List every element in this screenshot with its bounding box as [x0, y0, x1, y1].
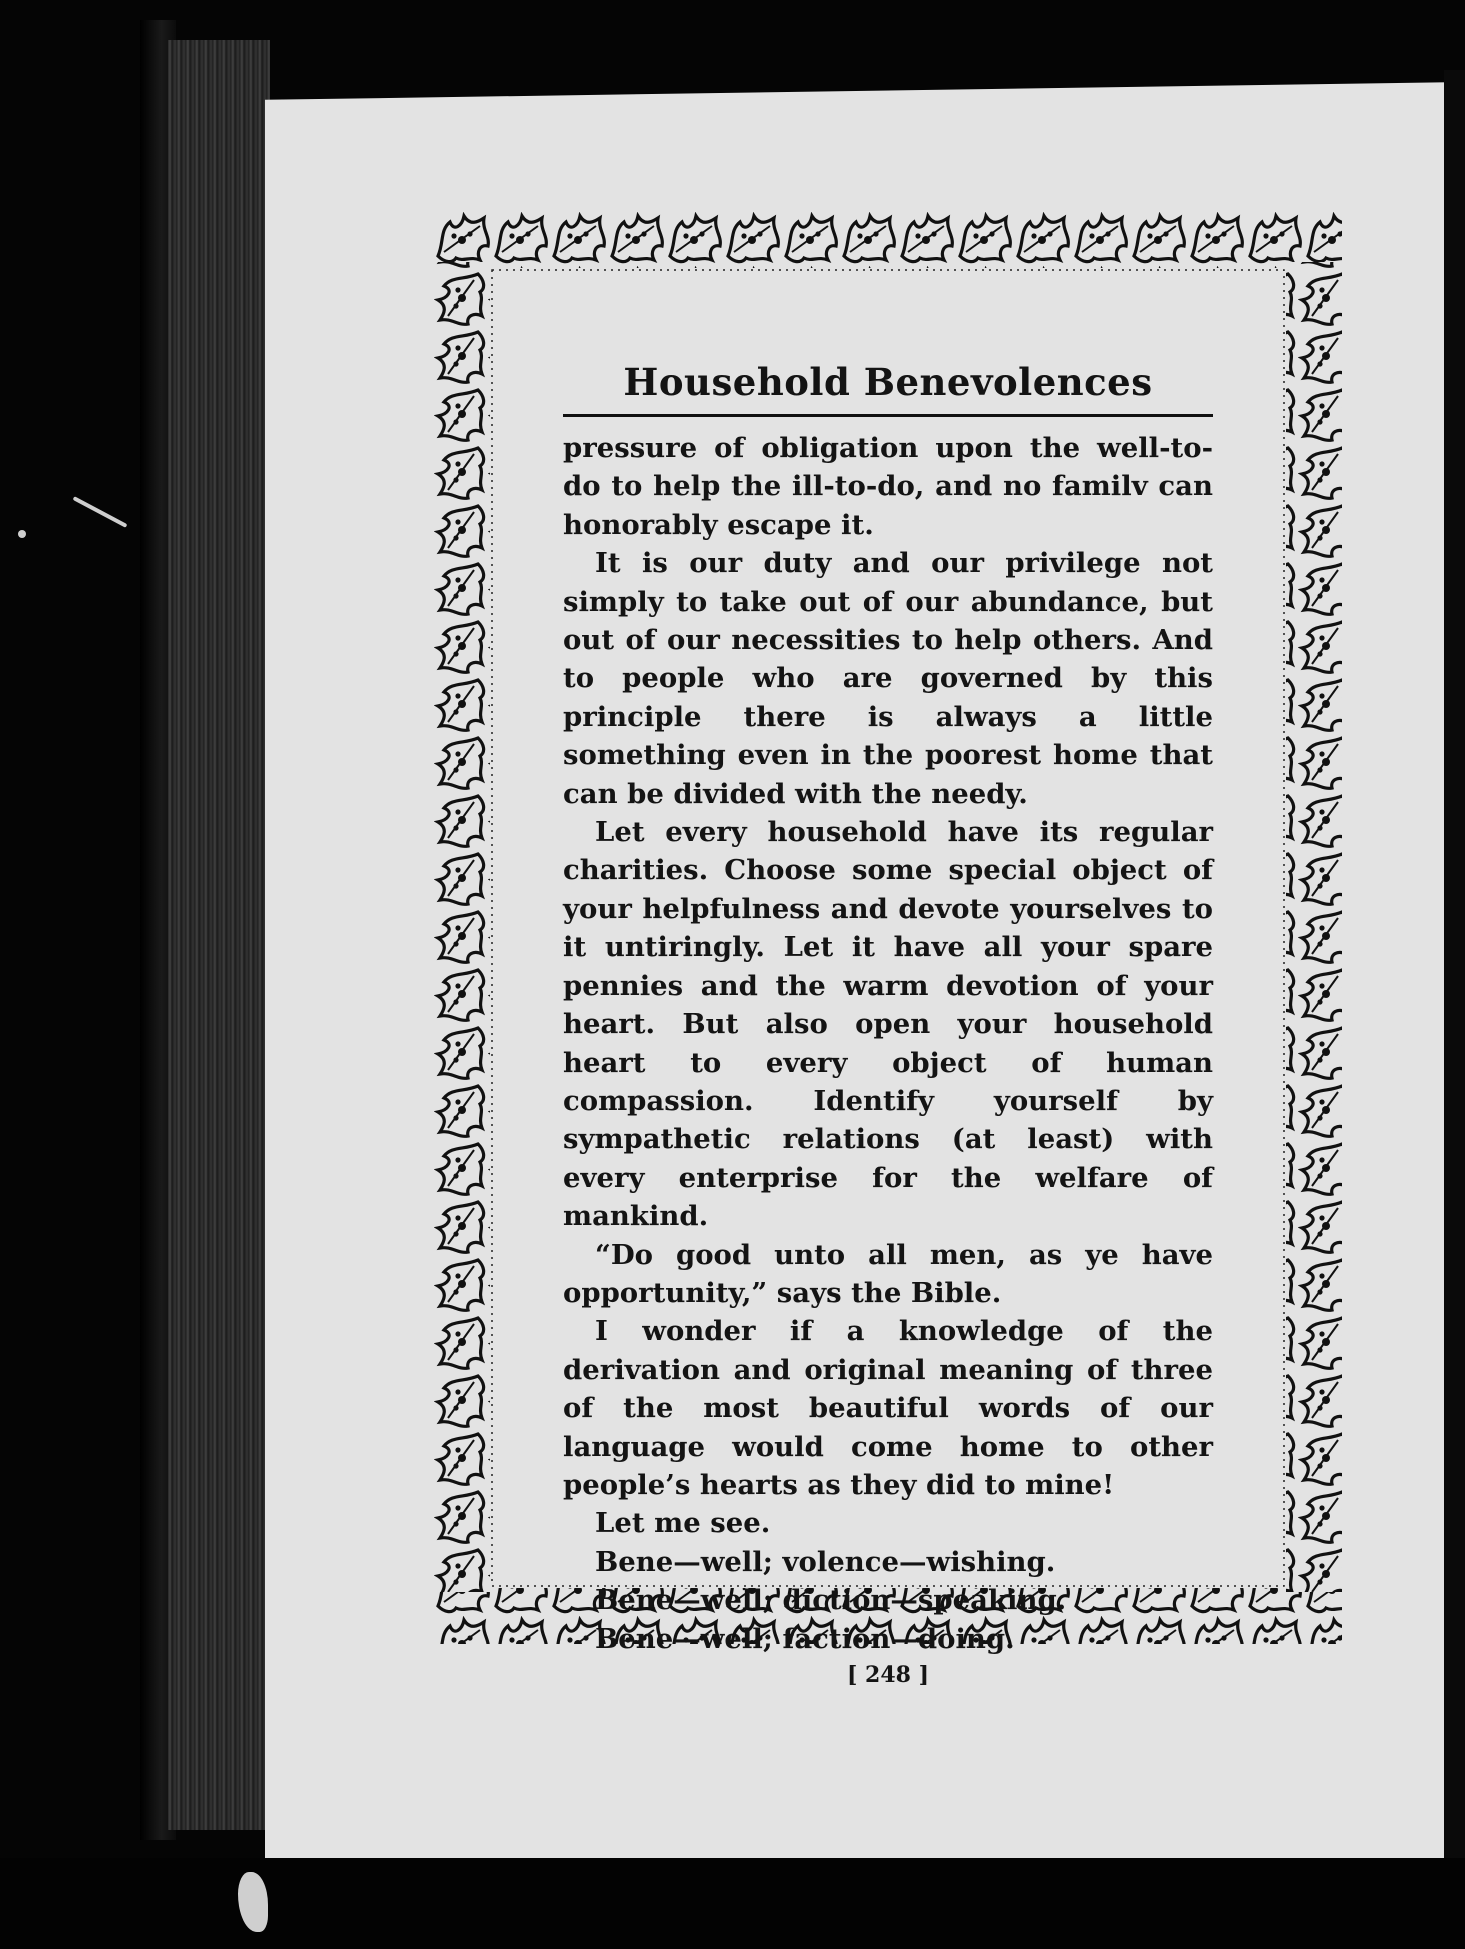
- text-line: Bene—well; faction—doing.: [595, 1622, 1015, 1655]
- paragraph: Let every household have its regular charities. Choose some special object of your helpfulness and devote yourselves to it untiringly. Let it have all your spare pennies and the warm devotion of your heart. But also open your household heart to every object of human compassion. Identify yourself by sympathetic relations (at least) with every enterprise for the welfare of mankind.: [563, 816, 1213, 1233]
- text-line: Bene—well; volence—wishing.: [595, 1545, 1056, 1578]
- paragraph: “Do good unto all men, as ye have opportunity,” says the Bible.: [563, 1238, 1213, 1309]
- book-page-edges: [168, 40, 270, 1830]
- text-line: Bene—well; diction—speaking.: [595, 1584, 1067, 1617]
- head-rule: [563, 414, 1213, 417]
- running-head: Household Benevolences: [623, 360, 1153, 404]
- next-page-edge: [1444, 70, 1465, 1880]
- paragraph: It is our duty and our privilege not simply to take out of our abundance, but out of our necessities to help others. And to people who are governed by this principle there is always a little something even in the poorest home that can be divided with the needy.: [563, 547, 1213, 810]
- table-shadow: [0, 1858, 1465, 1949]
- debris-spot: [18, 530, 26, 538]
- page-number: [ 248 ]: [846, 1662, 930, 1688]
- paragraph: pressure of obligation upon the well-to-do to help the ill-to-do, and no familv can honorably escape it.: [563, 432, 1213, 541]
- paragraph: I wonder if a knowledge of the derivation and original meaning of three of the most beautiful words of our language would come home to other people’s hearts as they did to mine!: [563, 1315, 1213, 1501]
- text-line: Let me see.: [595, 1507, 771, 1540]
- page-text: [563, 356, 1213, 1690]
- debris-spot: [73, 496, 128, 528]
